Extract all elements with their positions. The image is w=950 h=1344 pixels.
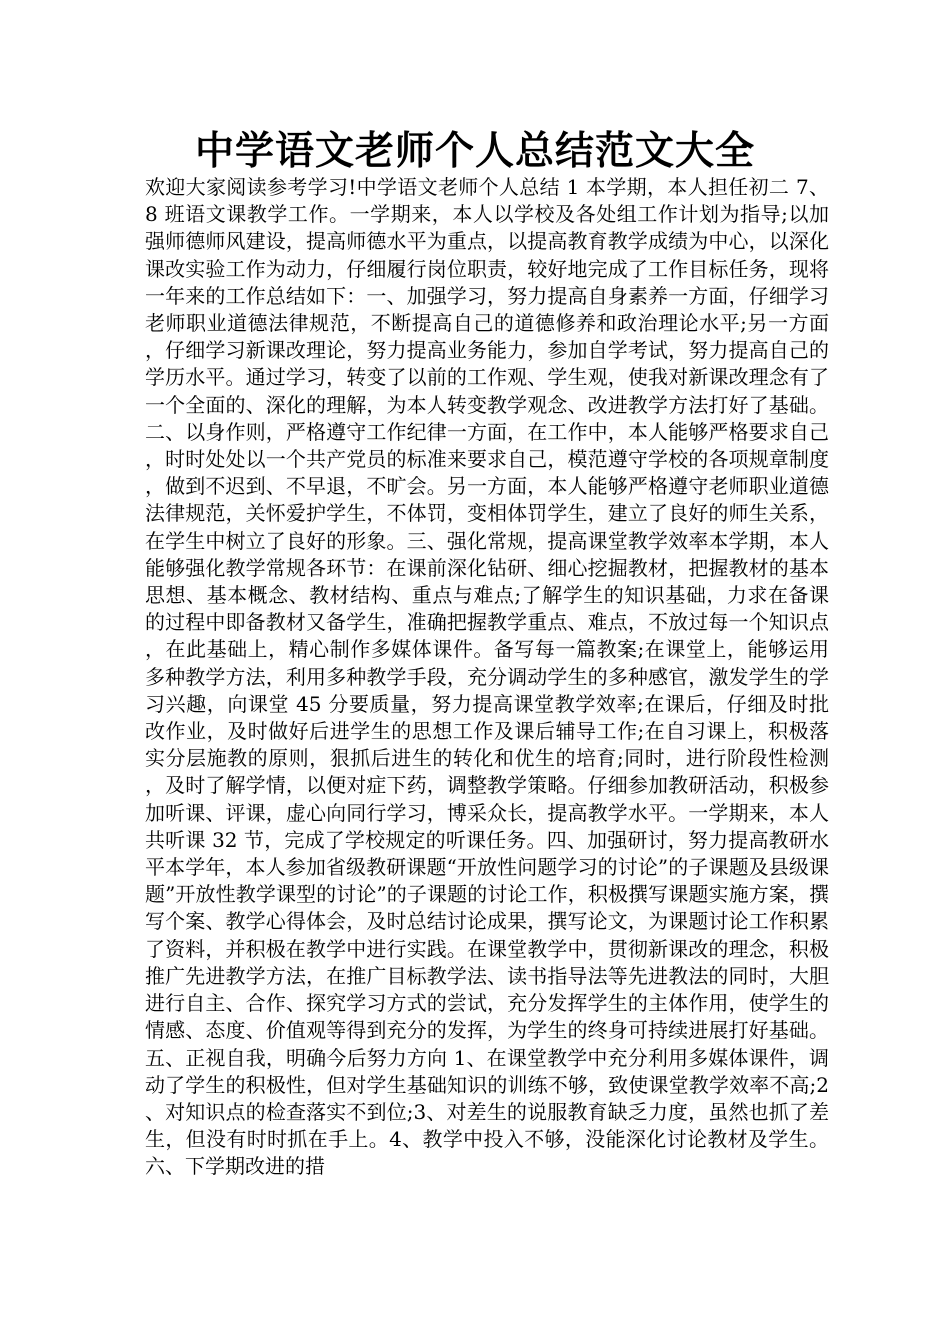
document-title: 中学语文老师个人总结范文大全 bbox=[194, 129, 755, 174]
document-body: 欢迎大家阅读参考学习!中学语文老师个人总结 1 本学期，本人担任初二 7、8 班语文课教学工作。一学期来，本人以学校及各处组工作计划为指导;以加强师德师风建设，提高师德水平为重点，以提高教育教学成绩为中心，以深化课改实验工作为动力，仔细履行岗位职责，较好地完成了工作目标任务，现将一年来的工作总结如下：一、加强学习，努力提高自身素养一方面，仔细学习老师职业道德法律规范，不断提高自己的道德修养和政治理论水平;另一方面，仔细学习新课改理论，努力提高业务能力，参加自学考试，努力提高自己的学历水平。通过学习，转变了以前的工作观、学生观，使我对新课改理念有了一个全面的、深化的理解，为本人转变教学观念、改进教学方法打好了基础。二、以身作则，严格遵守工作纪律一方面，在工作中，本人能够严格要求自己，时时处处以一个共产党员的标准来要求自己，模范遵守学校的各项规章制度，做到不迟到、不早退，不旷会。另一方面，本人能够严格遵守老师职业道德法律规范，关怀爱护学生，不体罚，变相体罚学生，建立了良好的师生关系，在学生中树立了良好的形象。三、强化常规，提高课堂教学效率本学期，本人能够强化教学常规各环节：在课前深化钻研、细心挖掘教材，把握教材的基本思想、基本概念、教材结构、重点与难点;了解学生的知识基础，力求在备课的过程中即备教材又备学生，准确把握教学重点、难点，不放过每一个知识点，在此基础上，精心制作多媒体课件。备写每一篇教案;在课堂上，能够运用多种教学方法，利用多种教学手段，充分调动学生的多种感官，激发学生的学习兴趣，向课堂 45 分要质量，努力提高课堂教学效率;在课后，仔细及时批改作业，及时做好后进学生的思想工作及课后辅导工作;在自习课上，积极落实分层施教的原则，狠抓后进生的转化和优生的培育;同时，进行阶段性检测，及时了解学情，以便对症下药，调整教学策略。仔细参加教研活动，积极参加听课、评课，虚心向同行学习，博采众长，提高教学水平。一学期来，本人共听课 32 节，完成了学校规定的听课任务。四、加强研讨，努力提高教研水平本学年，本人参加省级教研课题“开放性问题学习的讨论”的子课题及县级课题”开放性教学课型的讨论”的子课题的讨论工作，积极撰写课题实施方案，撰写个案、教学心得体会，及时总结讨论成果，撰写论文，为课题讨论工作积累了资料，并积极在教学中进行实践。在课堂教学中，贯彻新课改的理念，积极推广先进教学方法，在推广目标教学法、读书指导法等先进教法的同时，大胆进行自主、合作、探究学习方式的尝试，充分发挥学生的主体作用，使学生的情感、态度、价值观等得到充分的发挥，为学生的终身可持续进展打好基础。五、正视自我，明确今后努力方向 1、在课堂教学中充分利用多媒体课件，调动了学生的积极性，但对学生基础知识的训练不够，致使课堂教学效率不高;2、对知识点的检查落实不到位;3、对差生的说服教育缺乏力度，虽然也抓了差生，但没有时时抓在手上。4、教学中投入不够，没能深化讨论教材及学生。六、下学期改进的措 bbox=[145, 175, 829, 1179]
